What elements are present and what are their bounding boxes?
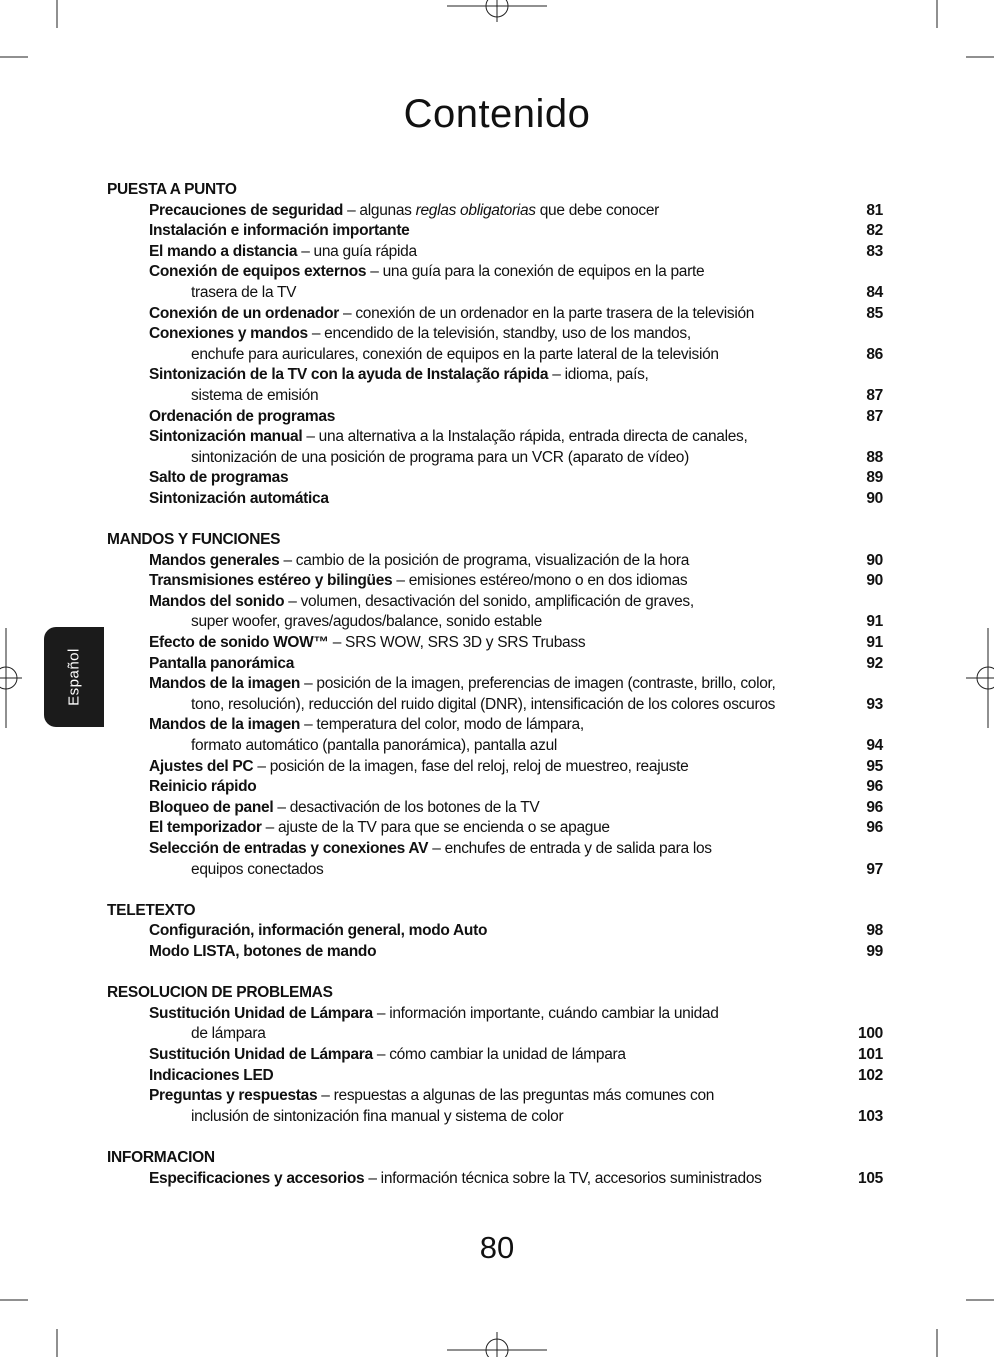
toc-entry: [107, 798, 883, 819]
entry-title: Preguntas y respuestas: [149, 1087, 318, 1105]
toc-entry: [107, 592, 883, 633]
entry-description: encendido de la televisión, standby, uso de los mandos,: [324, 325, 691, 343]
entry-line: [149, 489, 883, 510]
entry-description: una alternativa a la Instalação rápida, entrada directa de canales,: [318, 428, 748, 446]
entry-description: conexión de un ordenador en la parte trasera de la televisión: [355, 304, 755, 322]
entry-line: [149, 1004, 833, 1025]
entry-title: Conexiones y mandos: [149, 325, 308, 343]
entry-description: idioma, país,: [564, 366, 649, 384]
section-heading: MANDOS Y FUNCIONES: [107, 531, 281, 549]
entry-separator: –: [372, 1004, 390, 1022]
entry-separator: –: [307, 325, 325, 343]
entry-continuation: [149, 612, 883, 633]
entry-title: Efecto de sonido WOW™: [149, 634, 329, 652]
toc-entry: [107, 942, 883, 963]
entry-page-number: 89: [866, 469, 883, 487]
toc-entry: [107, 818, 883, 839]
entry-separator: –: [253, 757, 270, 775]
entry-separator: –: [366, 263, 383, 281]
page-title: Contenido: [403, 92, 591, 136]
language-tab: [44, 627, 104, 727]
entry-page-number: 83: [866, 242, 883, 260]
entry-description: información importante, cuándo cambiar la unidad: [389, 1004, 719, 1022]
entry-line: [149, 1066, 883, 1087]
entry-description-continued: super woofer, graves/agudos/balance, sonido estable: [191, 613, 542, 631]
toc-section: [107, 180, 883, 510]
toc-entry: [107, 715, 883, 756]
entry-page-number: 90: [866, 572, 883, 590]
entry-line: [149, 921, 883, 942]
entry-continuation: [149, 860, 883, 881]
entry-description-continued: trasera de la TV: [191, 283, 297, 301]
entry-description: ajuste de la TV para que se encienda o se apague: [277, 819, 610, 837]
entry-title: Sintonización de la TV con la ayuda de Instalação rápida: [149, 366, 549, 384]
toc-entry: [107, 262, 883, 303]
entry-continuation: [149, 1107, 883, 1128]
entry-page-number: 96: [866, 778, 883, 796]
toc-entry: [107, 921, 883, 942]
toc-entry: [107, 1004, 883, 1045]
entry-title: Reinicio rápido: [149, 778, 257, 796]
toc-entry: [107, 551, 883, 572]
entry-continuation: [149, 283, 883, 304]
entry-title: Precauciones de seguridad: [149, 201, 344, 219]
entry-separator: – algunas: [343, 201, 416, 219]
entry-page-number: 88: [866, 448, 883, 466]
toc-entry: [107, 654, 883, 675]
entry-description: volumen, desactivación del sonido, amplificación de graves,: [300, 592, 694, 610]
entry-page-number: 103: [858, 1107, 883, 1125]
toc-entry: [107, 674, 883, 715]
entry-line: [149, 654, 883, 675]
entry-separator: –: [284, 592, 301, 610]
entry-line: [149, 242, 883, 263]
entry-page-number: 102: [858, 1066, 883, 1084]
entry-page-number: 97: [866, 860, 883, 878]
toc-entry: [107, 468, 883, 489]
entry-line: [149, 633, 883, 654]
entry-page-number: 81: [866, 201, 883, 219]
entry-line: [149, 1086, 833, 1107]
entry-description-continued: sistema de emisión: [191, 386, 319, 404]
section-heading: INFORMACION: [107, 1148, 215, 1166]
entry-description: cómo cambiar la unidad de lámpara: [389, 1045, 626, 1063]
entry-line: [149, 942, 883, 963]
entry-continuation: [149, 386, 883, 407]
entry-title: Configuración, información general, modo Auto: [149, 922, 488, 940]
entry-separator: –: [339, 304, 356, 322]
entry-description-continued: sintonización de una posición de programa para un VCR (aparato de vídeo): [191, 448, 689, 466]
entry-line: [149, 592, 833, 613]
entry-line: [149, 798, 883, 819]
entry-separator: –: [273, 798, 290, 816]
entry-page-number: 90: [866, 489, 883, 507]
toc-entry: [107, 221, 883, 242]
entry-page-number: 85: [866, 304, 883, 322]
entry-description: información técnica sobre la TV, accesorios suministrados: [380, 1169, 762, 1187]
entry-separator: –: [300, 716, 317, 734]
entry-title: Instalación e información importante: [149, 222, 410, 240]
toc-entry: [107, 1066, 883, 1087]
entry-separator: –: [261, 819, 278, 837]
entry-title: Bloqueo de panel: [149, 798, 274, 816]
toc-entry: [107, 324, 883, 365]
entry-line: [149, 304, 883, 325]
entry-title: Mandos del sonido: [149, 592, 285, 610]
entry-description: posición de la imagen, fase del reloj, reloj de muestreo, reajuste: [269, 757, 689, 775]
toc-section: [107, 1148, 883, 1189]
entry-separator: –: [279, 551, 296, 569]
entry-line: [149, 365, 833, 386]
entry-line: [149, 427, 833, 448]
table-of-contents: [107, 180, 883, 1189]
entry-page-number: 98: [866, 922, 883, 940]
entry-description: una guía rápida: [313, 242, 417, 260]
toc-entry: [107, 365, 883, 406]
entry-title: Sustitución Unidad de Lámpara: [149, 1045, 373, 1063]
entry-title: Indicaciones LED: [149, 1066, 274, 1084]
entry-line: [149, 262, 833, 283]
entry-line: [149, 571, 883, 592]
entry-page-number: 91: [866, 613, 883, 631]
entry-page-number: 84: [866, 283, 883, 301]
entry-page-number: 105: [858, 1169, 883, 1187]
entry-line: [149, 839, 833, 860]
entry-title: Mandos generales: [149, 551, 280, 569]
entry-description: SRS WOW, SRS 3D y SRS Trubass: [345, 634, 586, 652]
entry-separator: –: [317, 1087, 334, 1105]
toc-entry: [107, 1045, 883, 1066]
entry-title: Sustitución Unidad de Lámpara: [149, 1004, 373, 1022]
entry-description: enchufes de entrada y de salida para los: [444, 840, 712, 857]
entry-continuation: [149, 736, 883, 757]
toc-entry: [107, 757, 883, 778]
entry-description: respuestas a algunas de las preguntas más comunes con: [333, 1087, 715, 1105]
entry-description: una guía para la conexión de equipos en la parte: [382, 263, 705, 281]
entry-separator: –: [372, 1045, 390, 1063]
entry-page-number: 87: [866, 407, 883, 425]
toc-entry: [107, 242, 883, 263]
entry-separator: –: [392, 572, 409, 590]
entry-title: Transmisiones estéreo y bilingües: [149, 572, 393, 590]
entry-continuation: [149, 695, 883, 716]
entry-continuation: [149, 448, 883, 469]
entry-title: Selección de entradas y conexiones AV: [149, 840, 429, 857]
page-number: 80: [479, 1230, 515, 1265]
entry-title: Ajustes del PC: [149, 757, 254, 775]
entry-line: [149, 1169, 883, 1190]
entry-title: Pantalla panorámica: [149, 654, 295, 672]
entry-title: Ordenación de programas: [149, 407, 336, 425]
entry-separator: –: [364, 1169, 381, 1187]
entry-description: que debe conocer: [535, 201, 660, 219]
entry-page-number: 82: [866, 222, 883, 240]
section-heading: RESOLUCION DE PROBLEMAS: [107, 984, 333, 1002]
entry-separator: –: [302, 428, 319, 446]
toc-entry: [107, 427, 883, 468]
entry-page-number: 93: [866, 695, 883, 713]
toc-entry: [107, 1169, 883, 1190]
entry-page-number: 101: [858, 1045, 883, 1063]
entry-title: Sintonización automática: [149, 489, 329, 507]
toc-entry: [107, 407, 883, 428]
entry-line: [149, 1045, 883, 1066]
entry-line: [149, 221, 883, 242]
entry-line: [149, 757, 883, 778]
entry-description: desactivación de los botones de la TV: [289, 798, 540, 816]
entry-title: Mandos de la imagen: [149, 716, 301, 734]
entry-title: Modo LISTA, botones de mando: [149, 942, 377, 960]
entry-separator: –: [300, 675, 317, 693]
entry-description: temperatura del color, modo de lámpara,: [316, 716, 584, 734]
toc-entry: [107, 304, 883, 325]
entry-page-number: 96: [866, 798, 883, 816]
entry-title: El temporizador: [149, 819, 262, 837]
entry-title: Salto de programas: [149, 469, 289, 487]
entry-title: Conexión de equipos externos: [149, 263, 367, 281]
entry-separator: –: [297, 242, 314, 260]
entry-line: [149, 201, 883, 222]
toc-section: [107, 530, 883, 880]
toc-entry: [107, 571, 883, 592]
toc-entry: [107, 777, 883, 798]
entry-description: emisiones estéreo/mono o en dos idiomas: [408, 572, 688, 590]
toc-entry: [107, 489, 883, 510]
entry-line: [149, 468, 883, 489]
entry-description-continued: tono, resolución), reducción del ruido digital (DNR), intensificación de los colores oscuros: [191, 695, 776, 713]
toc-entry: [107, 839, 883, 880]
entry-page-number: 90: [866, 551, 883, 569]
section-heading: PUESTA A PUNTO: [107, 181, 237, 198]
entry-description-continued: enchufe para auriculares, conexión de equipos en la parte lateral de la televisión: [191, 345, 719, 363]
entry-continuation: [149, 1024, 883, 1045]
entry-description-continued: de lámpara: [191, 1025, 266, 1043]
entry-separator: –: [328, 634, 346, 652]
entry-title: Especificaciones y accesorios: [149, 1169, 365, 1187]
language-tab-label: Español: [65, 648, 83, 706]
entry-line: [149, 407, 883, 428]
entry-page-number: 95: [866, 757, 883, 775]
entry-line: [149, 818, 883, 839]
entry-page-number: 86: [866, 345, 883, 363]
entry-continuation: [149, 345, 883, 366]
entry-page-number: 92: [866, 654, 883, 672]
entry-separator: –: [428, 840, 445, 857]
entry-title: El mando a distancia: [149, 242, 298, 260]
entry-page-number: 99: [866, 942, 883, 960]
toc-entry: [107, 633, 883, 654]
entry-separator: –: [548, 366, 565, 384]
entry-page-number: 91: [866, 634, 883, 652]
entry-title: Mandos de la imagen: [149, 675, 301, 693]
entry-line: [149, 551, 883, 572]
toc-section: [107, 983, 883, 1127]
entry-line: [149, 715, 833, 736]
entry-title: Sintonización manual: [149, 428, 303, 446]
entry-line: [149, 777, 883, 798]
entry-description-continued: inclusión de sintonización fina manual y sistema de color: [191, 1107, 564, 1125]
entry-page-number: 100: [858, 1025, 883, 1043]
entry-page-number: 96: [866, 819, 883, 837]
entry-page-number: 94: [866, 737, 883, 755]
entry-line: [149, 674, 833, 695]
entry-title: Conexión de un ordenador: [149, 304, 340, 322]
entry-page-number: 87: [866, 386, 883, 404]
toc-entry: [107, 1086, 883, 1127]
toc-section: [107, 901, 883, 963]
entry-italic: reglas obligatorias: [415, 201, 536, 219]
entry-description: cambio de la posición de programa, visualización de la hora: [295, 551, 690, 569]
entry-description-continued: formato automático (pantalla panorámica), pantalla azul: [191, 737, 558, 755]
section-heading: TELETEXTO: [107, 901, 196, 919]
entry-description-continued: equipos conectados: [191, 860, 324, 878]
entry-description: posición de la imagen, preferencias de imagen (contraste, brillo, color,: [316, 675, 776, 693]
entry-line: [149, 324, 833, 345]
toc-entry: [107, 201, 883, 222]
